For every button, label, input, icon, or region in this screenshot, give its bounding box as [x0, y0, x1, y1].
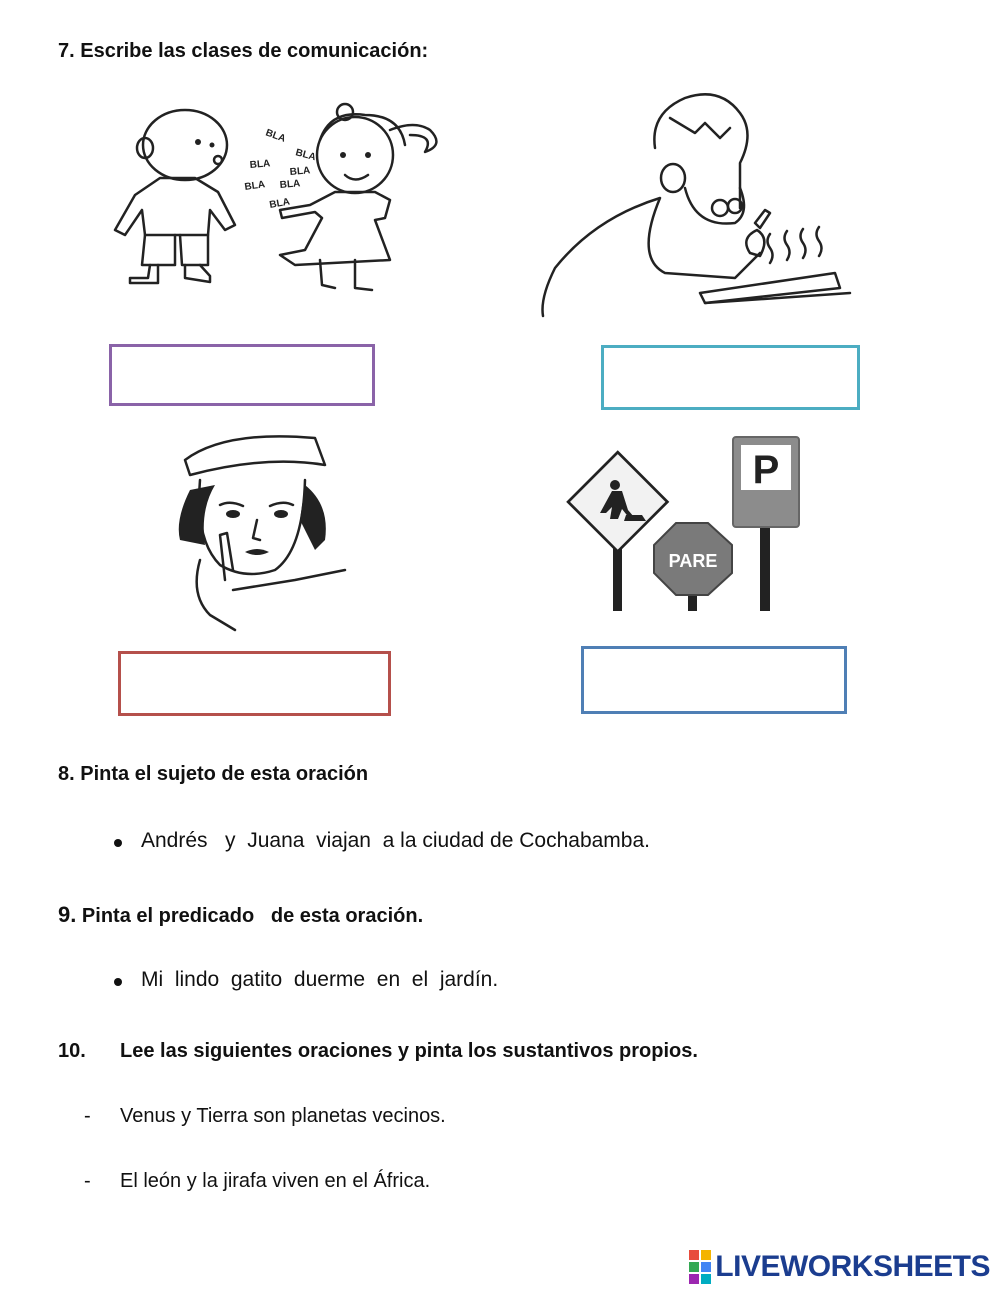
q9-heading — [58, 902, 423, 928]
q9-bullet — [114, 978, 122, 986]
bla-bubble-text-2: BLA — [294, 147, 317, 164]
liveworksheets-logo — [689, 1250, 990, 1284]
bla-bubble-text-7: BLA — [268, 196, 291, 211]
q10-item-1[interactable]: Venus y Tierra son planetas vecinos. — [120, 1105, 446, 1127]
liveworksheets-wordmark: LIVEWORKSHEETS — [715, 1250, 990, 1283]
stop-sign-text: PARE — [668, 551, 718, 571]
q10-number: 10. — [58, 1040, 86, 1062]
answer-box-4[interactable] — [581, 646, 847, 714]
child-writing-illustration — [535, 88, 855, 318]
q8-sentence[interactable]: Andrés y Juana viajan a la ciudad de Cochabamba. — [141, 829, 650, 852]
q9-title: Pinta el predicado de esta oración. — [81, 905, 424, 927]
parking-sign-text: P — [752, 448, 780, 492]
answer-box-3[interactable] — [118, 651, 391, 716]
answer-box-2[interactable] — [601, 345, 860, 410]
q10-title: Lee las siguientes oraciones y pinta los sustantivos propios. — [120, 1040, 698, 1062]
traffic-signs-illustration — [560, 435, 805, 613]
q10-item-2[interactable]: El león y la jirafa viven en el África. — [120, 1170, 431, 1192]
bla-bubble-text-5: BLA — [243, 179, 266, 193]
bla-bubble-text-4: BLA — [289, 165, 311, 178]
nurse-silence-illustration — [165, 430, 355, 635]
answer-box-1[interactable] — [109, 344, 375, 406]
children-talking-illustration — [100, 100, 450, 300]
q9-number: 9. — [58, 902, 77, 927]
q7-heading — [58, 40, 428, 63]
q8-bullet — [114, 839, 122, 847]
q10-dash-1: - — [84, 1105, 91, 1127]
q8-title: 8. Pinta el sujeto de esta oración — [58, 763, 369, 785]
bla-bubble-text-6: BLA — [279, 178, 301, 191]
q9-sentence[interactable]: Mi lindo gatito duerme en el jardín. — [141, 968, 499, 991]
q7-title: Escribe las clases de comunicación: — [80, 40, 429, 62]
bla-bubble-text-3: BLA — [249, 158, 271, 171]
q7-number: 7. — [58, 40, 75, 62]
q10-dash-2: - — [84, 1170, 91, 1192]
liveworksheets-mark-icon — [689, 1250, 711, 1284]
bla-bubble-text-1: BLA — [263, 127, 288, 145]
